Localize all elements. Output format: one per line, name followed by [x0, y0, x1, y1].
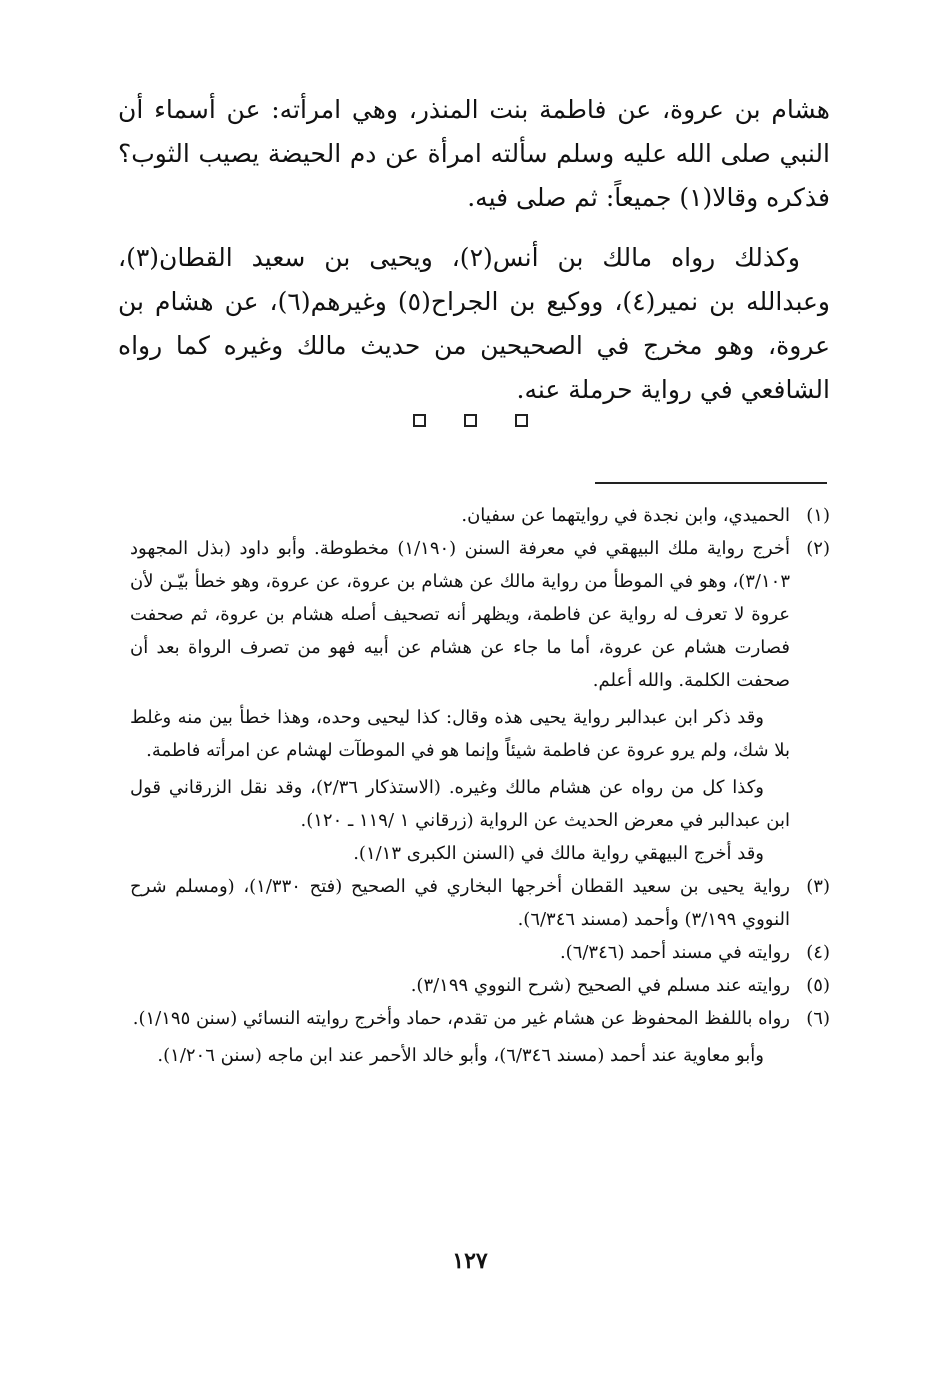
footnote-text: وكذا كل من رواه عن هشام مالك وغيره. (الاستذكار ٢/٣٦)، وقد نقل الزرقاني قول ابن عبدالبر في معرض الحديث عن الرواية (زرقاني ١ /١١٩ ـ ١٢٠). [130, 777, 790, 831]
footnote-number: (٥) [806, 975, 830, 996]
footnote-1 [130, 499, 830, 532]
separator-square-icon [413, 414, 426, 427]
separator-square-icon [464, 414, 477, 427]
footnote-text: روايته عند مسلم في الصحيح (شرح النووي ٣/١٩٩). [410, 975, 790, 996]
footnote-number: (٣) [806, 876, 830, 897]
page-number: ١٢٧ [452, 1248, 488, 1274]
footnote-5 [130, 969, 830, 1002]
separator-square-icon [515, 414, 528, 427]
footnote-text: الحميدي، وابن نجدة في روايتهما عن سفيان. [461, 505, 790, 526]
footnote-6 [130, 1002, 830, 1072]
main-text [118, 88, 830, 428]
footnote-text: روايته في مسند أحمد (٦/٣٤٦). [559, 942, 790, 963]
footnote-2 [130, 532, 830, 870]
section-separator [0, 412, 940, 431]
footnote-text: رواه باللفظ المحفوظ عن هشام غير من تقدم، حماد وأخرج روايته النسائي (سنن ١/١٩٥). [132, 1008, 790, 1029]
footnote-number: (٦) [806, 1008, 830, 1029]
footnote-number: (٤) [806, 942, 830, 963]
footnote-divider [595, 482, 827, 484]
footnote-number: (٢) [806, 538, 830, 559]
footnote-text: وقد ذكر ابن عبدالبر رواية يحيى هذه وقال: كذا ليحيى وحده، وهذا خطأ بين منه وغلط بلا شك، ولم يرو عروة عن فاطمة شيئاً وإنما هو في الموطآت لهشام عن امرأته فاطمة. [130, 707, 790, 761]
footnote-text: وقد أخرج البيهقي رواية مالك في (السنن الكبرى ١/١٣). [353, 843, 764, 864]
main-paragraph-2: وكذلك رواه مالك بن أنس(٢)، ويحيى بن سعيد القطان(٣)، وعبدالله بن نمير(٤)، ووكيع بن الجراح(٥) وغيرهم(٦)، عن هشام بن عروة، وهو مخرج في الصحيحين من حديث مالك وغيره كما رواه الشافعي في رواية حرملة عنه. [118, 243, 830, 404]
footnote-text: أخرج رواية ملك البيهقي في معرفة السنن (١/١٩٠) مخطوطة. وأبو داود (بذل المجهود ٣/١٠٣)، وهو في الموطأ من رواية مالك عن هشام بن عروة، عن عروة، وهو خطأ بيّـن لأن عروة لا تعرف له رواية عن فاطمة، ويظهر أنه تصحيف أصله هشام بن عروة، ثم صحفت فصارت هشام عن عروة، أما ما جاء عن هشام عن أبيه فهو من تصرف الرواة بعد أن صحفت الكلمة. والله أعلم. [130, 538, 790, 691]
footnote-text: وأبو معاوية عند أحمد (مسند ٦/٣٤٦)، وأبو خالد الأحمر عند ابن ماجه (سنن ١/٢٠٦). [157, 1045, 764, 1066]
footnote-text: رواية يحيى بن سعيد القطان أخرجها البخاري في الصحيح (فتح ١/٣٣٠)، (ومسلم شرح النووي ٣/١٩٩) وأحمد (مسند ٦/٣٤٦). [130, 876, 791, 930]
footnote-3 [130, 870, 830, 936]
footnote-number: (١) [806, 505, 830, 526]
main-paragraph-1: هشام بن عروة، عن فاطمة بنت المنذر، وهي امرأته: عن أسماء أن النبي صلى الله عليه وسلم سألته امرأة عن دم الحيضة يصيب الثوب؟ فذكره وقالا(١) جميعاً: ثم صلى فيه. [118, 95, 830, 212]
footnote-4 [130, 936, 830, 969]
footnotes [130, 499, 830, 1072]
